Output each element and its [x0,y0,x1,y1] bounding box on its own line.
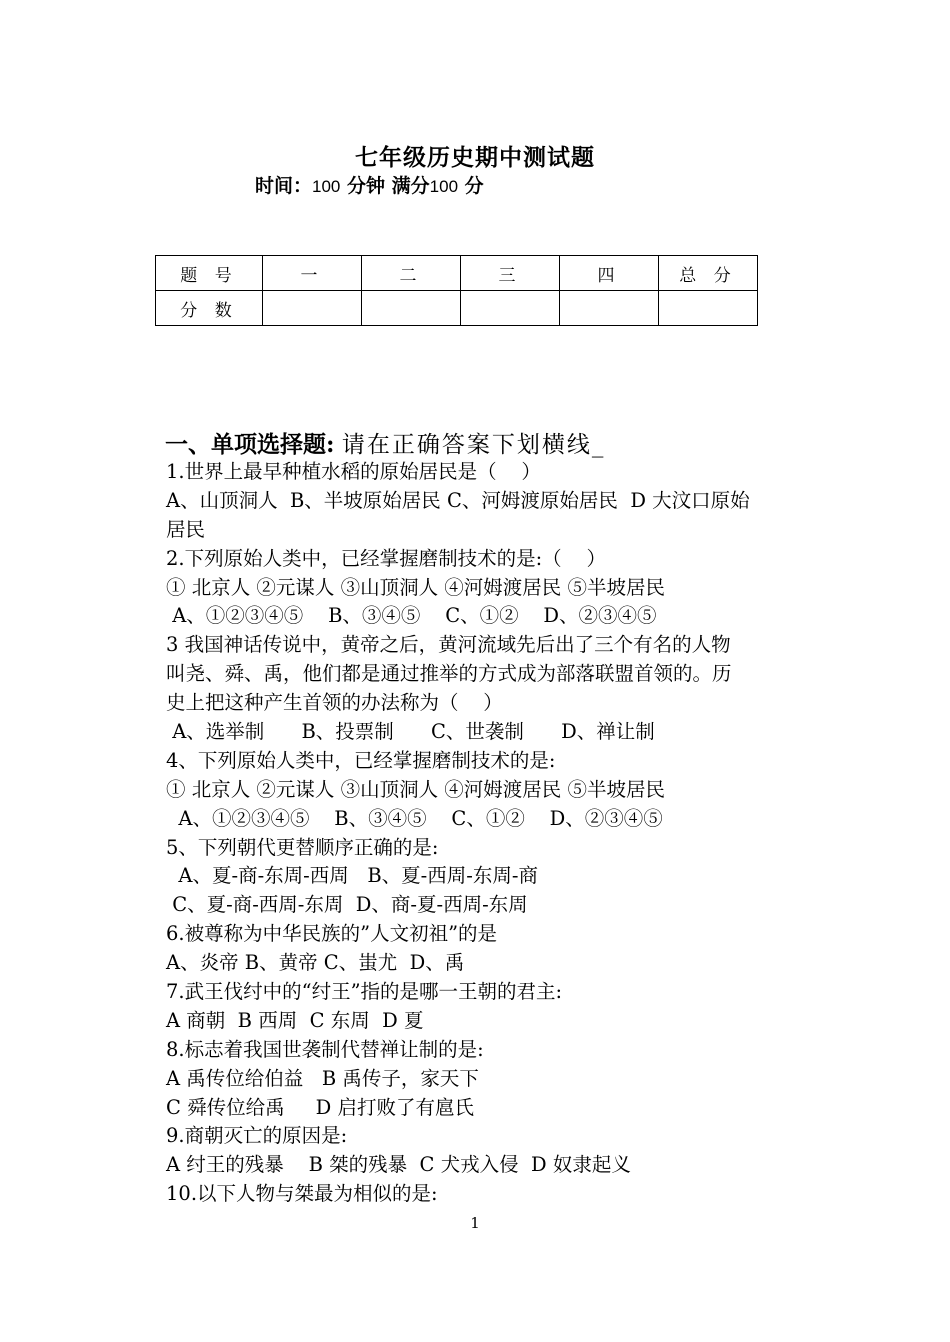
question-line: C、夏-商-西周-东周 D、商-夏-西周-东周 [166,893,528,917]
score-entry-cell [263,291,362,326]
question-line: 居民 [166,517,206,541]
score-table-cell: 题 号 [156,256,263,291]
question-line: 3 我国神话传说中，黄帝之后，黄河流域先后出了三个有名的人物 [166,633,731,657]
question-line: 9.商朝灭亡的原因是: [166,1124,348,1148]
question-line: A、①②③④⑤ B、③④⑤ C、①② D、②③④⑤ [166,806,663,830]
question-line: 10.以下人物与桀最为相似的是: [166,1182,438,1206]
question-line: A 商朝 B 西周 C 东周 D 夏 [166,1008,424,1032]
score-value: 100 [429,177,459,196]
question-line: A 纣王的残暴 B 桀的残暴 C 犬戎入侵 D 奴隶起义 [166,1153,631,1177]
page-number: 1 [470,1214,480,1232]
score-table-cell: 二 [362,256,461,291]
question-line: A、选举制 B、投票制 C、世袭制 D、禅让制 [166,720,655,744]
question-line: A、炎帝 B、黄帝 C、蚩尤 D、禹 [166,951,465,975]
question-line: C 舜传位给禹 D 启打败了有扈氏 [166,1095,474,1119]
score-unit: 分 [464,175,484,197]
score-table-cell: 分 数 [156,291,263,326]
question-list [166,458,788,1209]
score-table-cell: 总 分 [659,256,758,291]
question-line: 史上把这种产生首领的办法称为（ ） [166,691,503,715]
page-title: 七年级历史期中测试题 [355,144,595,171]
score-table-cell: 三 [461,256,560,291]
question-line: 6.被尊称为中华民族的”人文初祖”的是 [166,922,498,946]
question-line: 1.世界上最早种植水稻的原始居民是（ ） [166,460,541,483]
section-heading [165,426,605,459]
question-line: 8.标志着我国世袭制代替禅让制的是: [166,1037,484,1061]
score-table-cell: 四 [560,256,659,291]
score-entry-cell [461,291,560,326]
question-line: 7.武王伐纣中的“纣王”指的是哪一王朝的君主: [166,980,563,1004]
time-value: 100 [312,177,341,196]
question-line: 2.下列原始人类中，已经掌握磨制技术的是:（ ） [166,546,606,570]
question-line: A、夏-商-东周-西周 B、夏-西周-东周-商 [166,864,538,888]
time-unit: 分钟 [347,175,386,197]
question-line: ① 北京人 ②元谋人 ③山顶洞人 ④河姆渡居民 ⑤半坡居民 [166,777,665,801]
section-title: 一、单项选择题: [165,431,335,458]
score-table-header-row [156,256,758,291]
question-line: A、山顶洞人 B、半坡原始居民 C、河姆渡原始居民 D 大汶口原始 [166,488,750,512]
question-line: A 禹传位给伯益 B 禹传子，家天下 [166,1066,479,1090]
score-table-score-row [156,291,758,326]
section-instruction: 请在正确答案下划横线_ [341,432,606,458]
score-entry-cell [362,291,461,326]
score-entry-cell [560,291,659,326]
time-label: 时间： [255,175,313,197]
score-entry-cell [659,291,758,326]
score-table-cell: 一 [263,256,362,291]
score-table [155,255,758,326]
score-label: 满分 [391,175,430,197]
question-line: A、①②③④⑤ B、③④⑤ C、①② D、②③④⑤ [166,604,657,628]
question-line: 5、下列朝代更替顺序正确的是: [166,835,439,859]
question-line: ① 北京人 ②元谋人 ③山顶洞人 ④河姆渡居民 ⑤半坡居民 [166,575,665,599]
exam-info [255,171,484,198]
question-line: 4、下列原始人类中，已经掌握磨制技术的是: [166,748,556,772]
question-line: 叫尧、舜、禹，他们都是通过推举的方式成为部落联盟首领的。历 [166,662,732,686]
